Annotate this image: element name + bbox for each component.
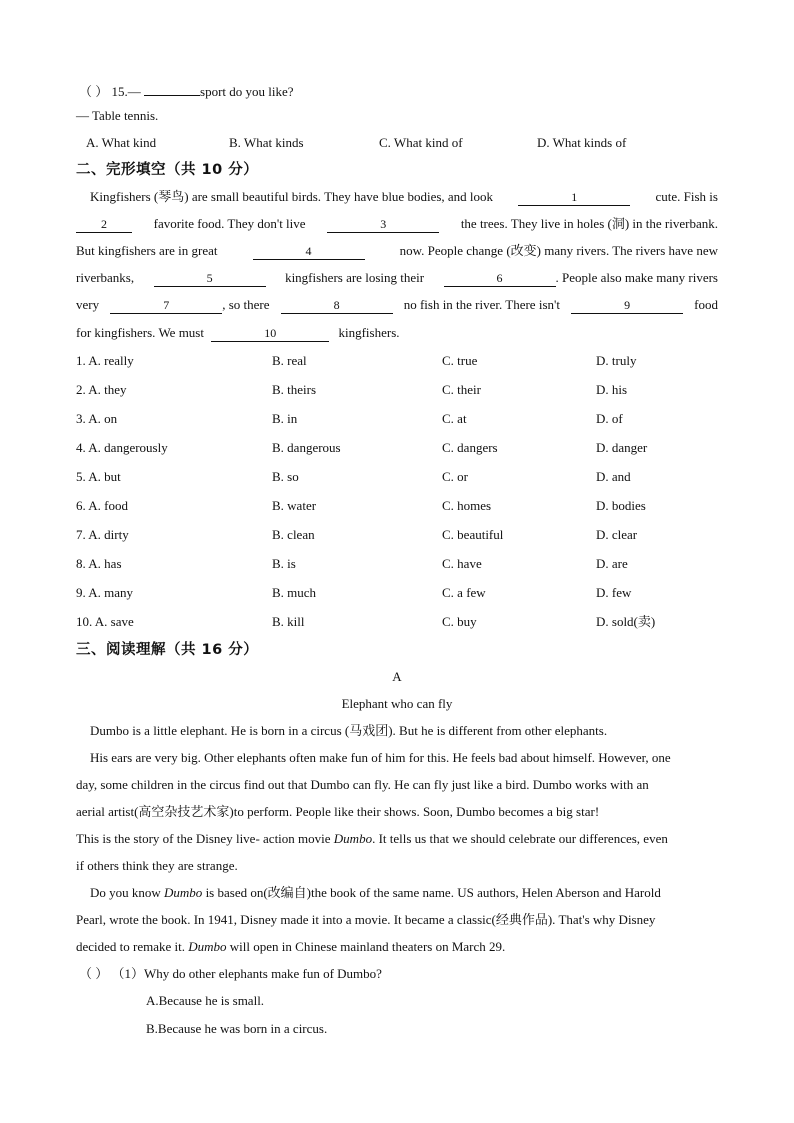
cloze-options-7 <box>76 526 736 544</box>
option-a[interactable]: 5. A. but <box>76 469 121 484</box>
reading-question-1-option-b[interactable]: B.Because he was born in a circus. <box>146 1021 328 1036</box>
question-15-options <box>76 134 736 152</box>
option-d[interactable]: D. and <box>596 469 631 484</box>
option-d[interactable]: D. his <box>596 382 628 397</box>
option-d[interactable]: D. few <box>596 585 632 600</box>
cloze-options-5 <box>76 468 736 486</box>
option-a[interactable]: 6. A. food <box>76 498 128 513</box>
cloze-text: , so there <box>222 297 270 312</box>
cloze-blank-3[interactable]: 3 <box>327 217 439 233</box>
passage-text: decided to remake it. <box>76 939 186 954</box>
cloze-text: for kingfishers. We must <box>76 325 204 340</box>
option-b[interactable]: B. in <box>272 411 298 426</box>
passage-paragraph-2-line-3: aerial artist(高空杂技艺术家)to perform. People like their shows. Soon, Dumbo becomes a big star! <box>76 804 600 819</box>
cloze-line-4 <box>76 269 718 287</box>
option-c[interactable]: C. dangers <box>442 440 498 455</box>
cloze-text: favorite food. They don't live <box>153 216 306 231</box>
option-b[interactable]: B. clean <box>272 527 315 542</box>
cloze-text: very <box>76 297 100 312</box>
answer-blank[interactable] <box>144 80 200 96</box>
passage-title: Elephant who can fly <box>341 696 453 711</box>
option-d[interactable]: D. truly <box>596 353 637 368</box>
cloze-blank-8[interactable]: 8 <box>281 298 393 314</box>
cloze-text: cute. Fish is <box>655 189 718 204</box>
option-c[interactable]: C. have <box>442 556 482 571</box>
option-d[interactable]: D. of <box>596 411 623 426</box>
passage-paragraph-3-line-2: if others think they are strange. <box>76 858 238 873</box>
cloze-blank-4[interactable]: 4 <box>253 244 365 260</box>
passage-paragraph-4-line-3 <box>76 938 718 956</box>
cloze-text: riverbanks, <box>76 270 135 285</box>
option-b[interactable]: B. real <box>272 353 307 368</box>
question-text: sport do you like? <box>200 84 294 99</box>
passage-paragraph-2-line-1: His ears are very big. Other elephants often make fun of him for this. He feels bad about himself. However, one <box>90 750 671 765</box>
answer-paren: （ ） <box>79 84 109 99</box>
option-b[interactable]: B. is <box>272 556 296 571</box>
section-2-title: 二、完形填空（共 10 分） <box>76 162 259 178</box>
passage-paragraph-1: Dumbo is a little elephant. He is born in a circus (马戏团). But he is different from other elephants. <box>90 723 608 738</box>
reading-question-1 <box>79 965 721 983</box>
passage-paragraph-3-line-1 <box>76 830 718 848</box>
option-d[interactable]: D. danger <box>596 440 648 455</box>
cloze-text: now. People change (改变) many rivers. The rivers have new <box>399 243 718 258</box>
passage-text: will open in Chinese mainland theaters on March 29. <box>229 939 506 954</box>
cloze-text: But kingfishers are in great <box>76 243 218 258</box>
option-b[interactable]: B. water <box>272 498 317 513</box>
passage-text: This is the story of the Disney live- action movie <box>76 831 331 846</box>
passage-text: . It tells us that we should celebrate our differences, even <box>372 831 668 846</box>
option-d[interactable]: D. sold(卖) <box>596 614 656 629</box>
option-a[interactable]: 10. A. save <box>76 614 134 629</box>
section-3-title: 三、阅读理解（共 16 分） <box>76 642 259 658</box>
cloze-blank-5[interactable]: 5 <box>154 271 266 287</box>
option-a[interactable]: 1. A. really <box>76 353 134 368</box>
cloze-blank-9[interactable]: 9 <box>571 298 683 314</box>
cloze-options-1 <box>76 352 736 370</box>
cloze-blank-6[interactable]: 6 <box>444 271 556 287</box>
cloze-blank-2[interactable]: 2 <box>76 217 132 233</box>
option-c[interactable]: C. buy <box>442 614 477 629</box>
option-a[interactable]: A. What kind <box>86 135 157 150</box>
option-b[interactable]: B. much <box>272 585 317 600</box>
option-c[interactable]: C. or <box>442 469 468 484</box>
option-b[interactable]: B. so <box>272 469 299 484</box>
reading-question-1-option-a[interactable]: A.Because he is small. <box>146 993 265 1008</box>
passage-paragraph-2-line-2: day, some children in the circus find out that Dumbo can fly. He can fly just like a bird. Dumbo works with an <box>76 777 649 792</box>
option-c[interactable]: C. What kind of <box>379 135 463 150</box>
cloze-options-4 <box>76 439 736 457</box>
cloze-line-2 <box>76 215 718 233</box>
answer-paren[interactable]: （ ） <box>79 966 109 981</box>
cloze-line-3 <box>76 242 718 260</box>
option-a[interactable]: 8. A. has <box>76 556 122 571</box>
option-c[interactable]: C. beautiful <box>442 527 504 542</box>
question-text: （1）Why do other elephants make fun of Dumbo? <box>111 966 382 981</box>
movie-title: Dumbo <box>164 885 203 900</box>
option-b[interactable]: B. What kinds <box>229 135 304 150</box>
passage-text: is based on(改编自)the book of the same name. US authors, Helen Aberson and Harold <box>205 885 661 900</box>
cloze-text: . People also make many rivers <box>555 270 718 285</box>
cloze-line-1 <box>76 188 718 206</box>
option-c[interactable]: C. homes <box>442 498 492 513</box>
option-b[interactable]: B. dangerous <box>272 440 341 455</box>
passage-letter: A <box>392 669 402 684</box>
option-c[interactable]: C. at <box>442 411 467 426</box>
passage-paragraph-4-line-1 <box>76 884 732 902</box>
option-a[interactable]: 9. A. many <box>76 585 134 600</box>
option-c[interactable]: C. a few <box>442 585 486 600</box>
option-a[interactable]: 3. A. on <box>76 411 118 426</box>
cloze-options-9 <box>76 584 736 602</box>
cloze-text: Kingfishers (琴鸟) are small beautiful birds. They have blue bodies, and look <box>90 189 494 204</box>
option-a[interactable]: 4. A. dangerously <box>76 440 168 455</box>
option-b[interactable]: B. kill <box>272 614 305 629</box>
option-a[interactable]: 7. A. dirty <box>76 527 129 542</box>
cloze-text: kingfishers. <box>338 325 400 340</box>
movie-title: Dumbo <box>188 939 227 954</box>
passage-text: Do you know <box>90 885 161 900</box>
option-d[interactable]: D. bodies <box>596 498 646 513</box>
passage-paragraph-4-line-2: Pearl, wrote the book. In 1941, Disney made it into a movie. It became a classic(经典作品). That's why Disney <box>76 912 656 927</box>
option-d[interactable]: D. What kinds of <box>537 135 627 150</box>
option-b[interactable]: B. theirs <box>272 382 317 397</box>
cloze-options-3 <box>76 410 736 428</box>
cloze-blank-1[interactable]: 1 <box>518 190 630 206</box>
question-number: 15.— <box>111 84 141 99</box>
question-15-answer: — Table tennis. <box>76 108 159 123</box>
cloze-blank-10[interactable]: 10 <box>211 326 329 342</box>
cloze-options-10 <box>76 613 736 631</box>
cloze-text: the trees. They live in holes (洞) in the riverbank. <box>460 216 718 231</box>
option-a[interactable]: 2. A. they <box>76 382 127 397</box>
cloze-line-6 <box>76 324 718 342</box>
option-c[interactable]: C. their <box>442 382 481 397</box>
option-d[interactable]: D. clear <box>596 527 638 542</box>
option-d[interactable]: D. are <box>596 556 628 571</box>
movie-title: Dumbo <box>333 831 373 846</box>
question-15 <box>79 80 721 98</box>
cloze-options-6 <box>76 497 736 515</box>
cloze-blank-7[interactable]: 7 <box>110 298 222 314</box>
option-c[interactable]: C. true <box>442 353 478 368</box>
cloze-text: no fish in the river. There isn't <box>403 297 560 312</box>
cloze-line-5 <box>76 296 718 314</box>
cloze-text: food <box>694 297 718 312</box>
cloze-options-2 <box>76 381 736 399</box>
cloze-options-8 <box>76 555 736 573</box>
cloze-text: kingfishers are losing their <box>285 270 425 285</box>
